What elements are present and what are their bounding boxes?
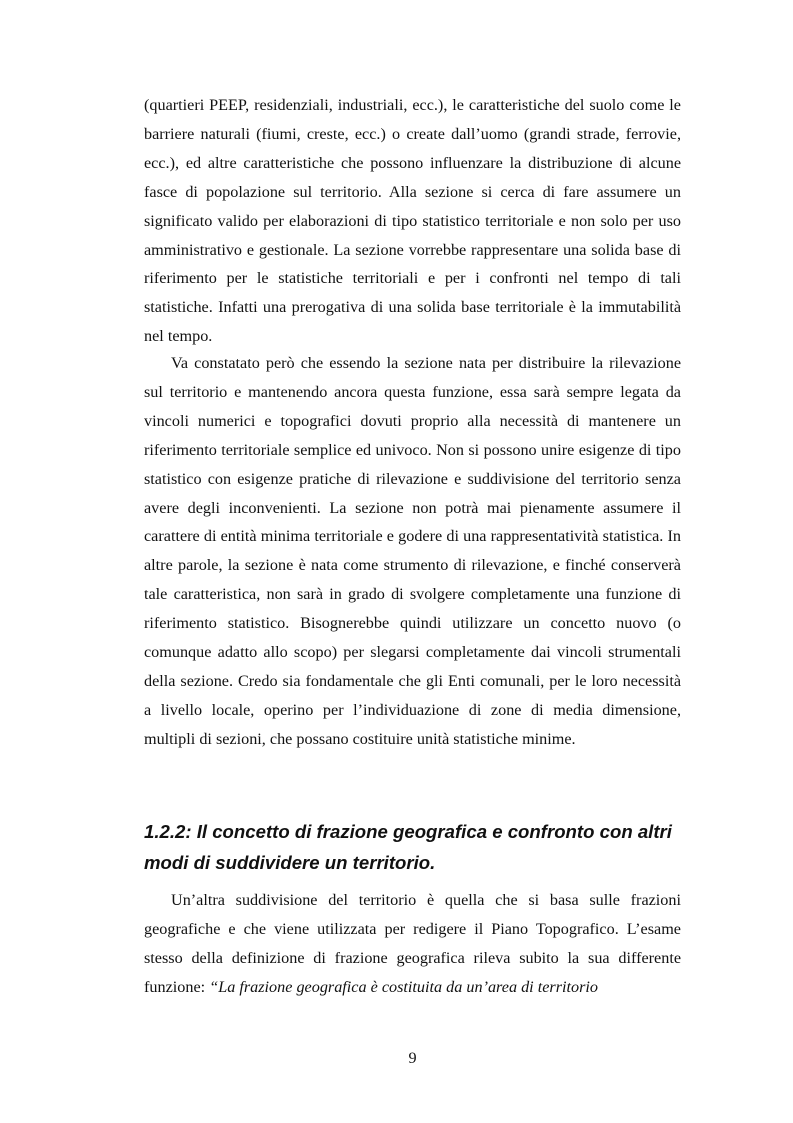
document-page: [144, 0, 681, 1123]
page-number: 9: [408, 1049, 417, 1067]
section-heading: 1.2.2: Il concetto di frazione geografica e confronto con altri modi di suddividere un territorio.: [144, 821, 672, 873]
body-paragraph-1: (quartieri PEEP, residenziali, industriali, ecc.), le caratteristiche del suolo come le barriere naturali (fiumi, creste, ecc.) o create dall’uomo (grandi strade, ferrovie, ecc.), ed altre caratteristiche che possono influenzare la distribuzione di alcune fasce di popolazione sul territorio. Alla sezione si cerca di fare assumere un significato valido per elaborazioni di tipo statistico territoriale e non solo per uso amministrativo e gestionale. La sezione vorrebbe rappresentare una solida base di riferimento per le statistiche territoriali e per i confronti nel tempo di tali statistiche. Infatti una prerogativa di una solida base territoriale è la immutabilità nel tempo.: [144, 96, 681, 346]
body-paragraph-2: Va constatato però che essendo la sezione nata per distribuire la rilevazione sul territorio e mantenendo ancora questa funzione, essa sarà sempre legata da vincoli numerici e topografici dovuti proprio alla necessità di mantenere un riferimento territoriale semplice ed univoco. Non si possono unire esigenze di tipo statistico con esigenze pratiche di rilevazione e suddivisione del territorio senza avere degli inconvenienti. La sezione non potrà mai pienamente assumere il carattere di entità minima territoriale e godere di una rappresentatività statistica. In altre parole, la sezione è nata come strumento di rilevazione, e finché conserverà tale caratteristica, non sarà in grado di svolgere completamente una funzione di riferimento statistico. Bisognerebbe quindi utilizzare un concetto nuovo (o comunque adatto allo scopo) per slegarsi completamente dai vincoli strumentali della sezione. Credo sia fondamentale che gli Enti comunali, per le loro necessità a livello locale, operino per l’individuazione di zone di media dimensione, multipli di sezioni, che possano costituire unità statistiche minime.: [144, 354, 681, 748]
paragraph-3-text: Un’altra suddivisione del territorio è quella che si basa sulle frazioni geografiche e che viene utilizzata per redigere il Piano Topografico. L’esame stesso della definizione di frazione geografica rileva subito la sua differente funzione:: [144, 891, 681, 996]
definition-quote: “La frazione geografica è costituita da un’area di territorio: [209, 977, 598, 996]
body-paragraph-3: [144, 886, 681, 1002]
